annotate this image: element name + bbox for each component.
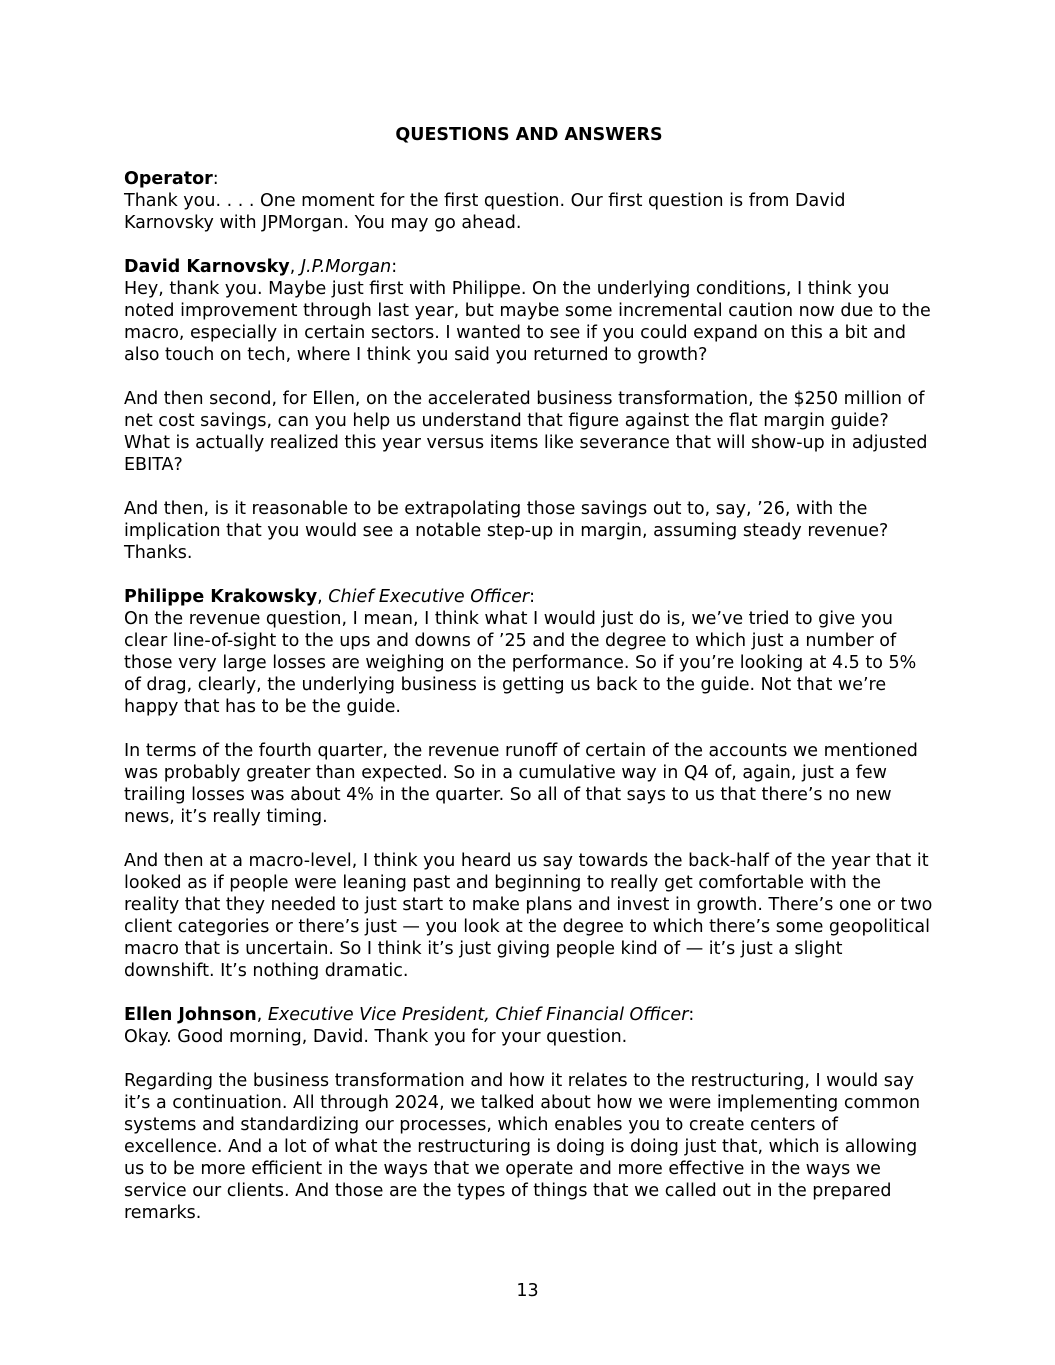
speaker-role: J.P.Morgan: [300, 257, 392, 277]
speaker-name: Ellen Johnson: [124, 1005, 257, 1025]
paragraph: Regarding the business transformation and how it relates to the restructuring, I would say it’s a continuation. All through 2024, we talked about how we were implementing common systems and standardizing our processes, which enables you to create centers of excellence. And a lot of what the restructuring is doing is doing just that, which is allowing us to be more efficient in the ways that we operate and more effective in the ways we service our clients. And those are the types of things that we called out in the prepared remarks.: [124, 1071, 921, 1223]
speaker-line: Operator:: [124, 169, 219, 189]
paragraph: And then at a macro-level, I think you heard us say towards the back-half of the year that it looked as if people were leaning past and beginning to really get comfortable with the reality that they needed to just start to make plans and invest in growth. There’s one or two client categories or there’s just — you look at the degree to which there’s some geopolitical macro that is uncertain. So I think it’s just giving people kind of — it’s just a slight downshift. It’s nothing dramatic.: [124, 851, 933, 981]
speaker-role: Executive Vice President, Chief Financial Officer: [267, 1005, 689, 1025]
speaker-line: Philippe Krakowsky, Chief Executive Officer:: [124, 587, 535, 607]
speaker-role: Chief Executive Officer: [328, 587, 530, 607]
page-number: 13: [516, 1281, 539, 1301]
paragraph: And then, is it reasonable to be extrapolating those savings out to, say, ’26, with the implication that you would see a notable step-up in margin, assuming steady revenue? Thanks.: [124, 499, 889, 563]
paragraph: Thank you. . . . One moment for the first question. Our first question is from David Karnovsky with JPMorgan. You may go ahead.: [124, 191, 846, 233]
speaker-turn-david-karnovsky: [124, 256, 934, 564]
transcript-page: [124, 124, 934, 1246]
paragraph: Okay. Good morning, David. Thank you for your question.: [124, 1027, 628, 1047]
speaker-name: David Karnovsky: [124, 257, 290, 277]
speaker-name: Operator: [124, 169, 213, 189]
speaker-turn-philippe-krakowsky: [124, 586, 934, 982]
paragraph: In terms of the fourth quarter, the revenue runoff of certain of the accounts we mentioned was probably greater than expected. So in a cumulative way in Q4 of, again, just a few trailing losses was about 4% in the quarter. So all of that says to us that there’s no new news, it’s really timing.: [124, 741, 918, 827]
paragraph: On the revenue question, I mean, I think what I would just do is, we’ve tried to give you clear line-of-sight to the ups and downs of ’25 and the degree to which just a number of those very large losses are weighing on the performance. So if you’re looking at 4.5 to 5% of drag, clearly, the underlying business is getting us back to the guide. Not that we’re happy that has to be the guide.: [124, 609, 917, 717]
speaker-turn-operator: [124, 168, 934, 234]
section-heading: QUESTIONS AND ANSWERS: [395, 125, 663, 145]
speaker-separator: ,: [317, 587, 329, 607]
speaker-line: Ellen Johnson, Executive Vice President, Chief Financial Officer:: [124, 1005, 695, 1025]
speaker-line: David Karnovsky, J.P.Morgan:: [124, 257, 398, 277]
paragraph: And then second, for Ellen, on the accelerated business transformation, the $250 million of net cost savings, can you help us understand that figure against the flat margin guide? What is actually realized this year versus items like severance that will show-up in adjusted EBITA?: [124, 389, 928, 475]
speaker-name: Philippe Krakowsky: [124, 587, 318, 607]
speaker-turn-ellen-johnson: [124, 1004, 934, 1224]
speaker-separator: ,: [256, 1005, 268, 1025]
paragraph: Hey, thank you. Maybe just first with Philippe. On the underlying conditions, I think you noted improvement through last year, but maybe some incremental caution now due to the macro, especially in certain sectors. I wanted to see if you could expand on this a bit and also touch on tech, where I think you said you returned to growth?: [124, 279, 931, 365]
speaker-separator: ,: [289, 257, 301, 277]
